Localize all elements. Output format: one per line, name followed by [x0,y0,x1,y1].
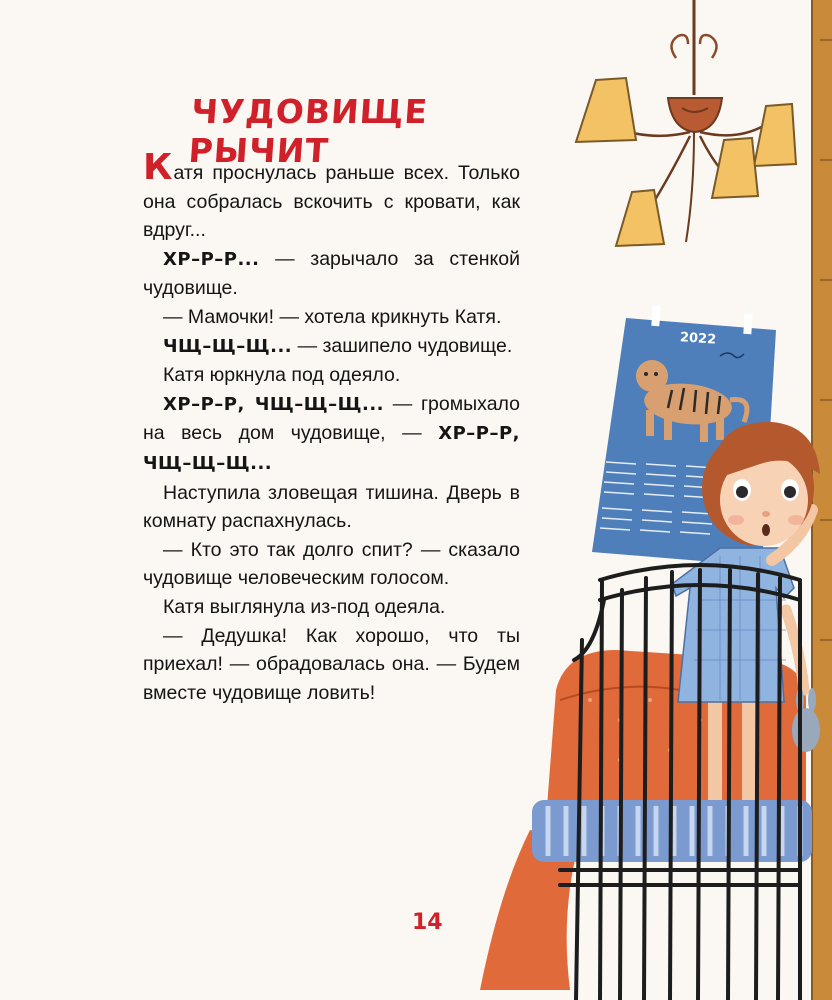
paragraph-9 [143,593,520,622]
growl-sound: ХР–Р–Р... [163,248,260,270]
paragraph-4 [143,332,520,362]
paragraph-2-text: — зарычало за стенкой чудовище. [143,247,520,300]
paragraph-10 [143,622,520,708]
paragraph-7-text: Наступила зловещая тишина. Дверь в комнату распахнулась. [143,481,520,533]
paragraph-8 [143,536,520,593]
page-number: 14 [412,910,443,935]
paragraph-7 [143,479,520,536]
paragraph-5-text: Катя юркнула под одеяло. [163,364,401,387]
paragraph-4-text: — зашипело чудовище. [292,334,513,357]
story-text [143,147,520,707]
illustration [480,0,832,1000]
paragraph-1 [143,147,520,245]
paragraph-2 [143,245,520,303]
paragraph-6-text: — громыхало на весь дом чудовище, — [143,392,520,445]
toy-bunny [792,688,820,752]
paragraph-5 [143,361,520,390]
paragraph-3-text: — Мамочки! — хотела крикнуть Катя. [163,305,502,328]
hiss-sound: ЧЩ–Щ–Щ... [163,335,293,357]
chandelier [576,0,796,246]
paragraph-6 [143,390,520,479]
calendar-year: 2022 [679,330,717,348]
door-frame [812,0,832,1000]
paragraph-8-text: — Кто это так долго спит? — сказало чудовище человеческим голосом. [143,538,520,590]
paragraph-10-text: — Дедушка! Как хорошо, что ты приехал! — обрадовалась она. — Будем вместе чудовище ловить! [143,624,520,704]
page-title: ЧУДОВИЩЕ РЫЧИТ [187,92,430,170]
growl-hiss-sound-2: ХР–Р–Р, ЧЩ–Щ–Щ... [143,423,520,474]
growl-hiss-sound: ХР–Р–Р, ЧЩ–Щ–Щ... [163,393,385,415]
paragraph-3 [143,303,520,332]
drop-cap: К [143,147,173,188]
paragraph-1-text: атя проснулась раньше всех. Только она собралась вскочить с кровати, как вдруг... [143,162,520,242]
paragraph-9-text: Катя выглянула из-под одеяла. [163,595,446,618]
